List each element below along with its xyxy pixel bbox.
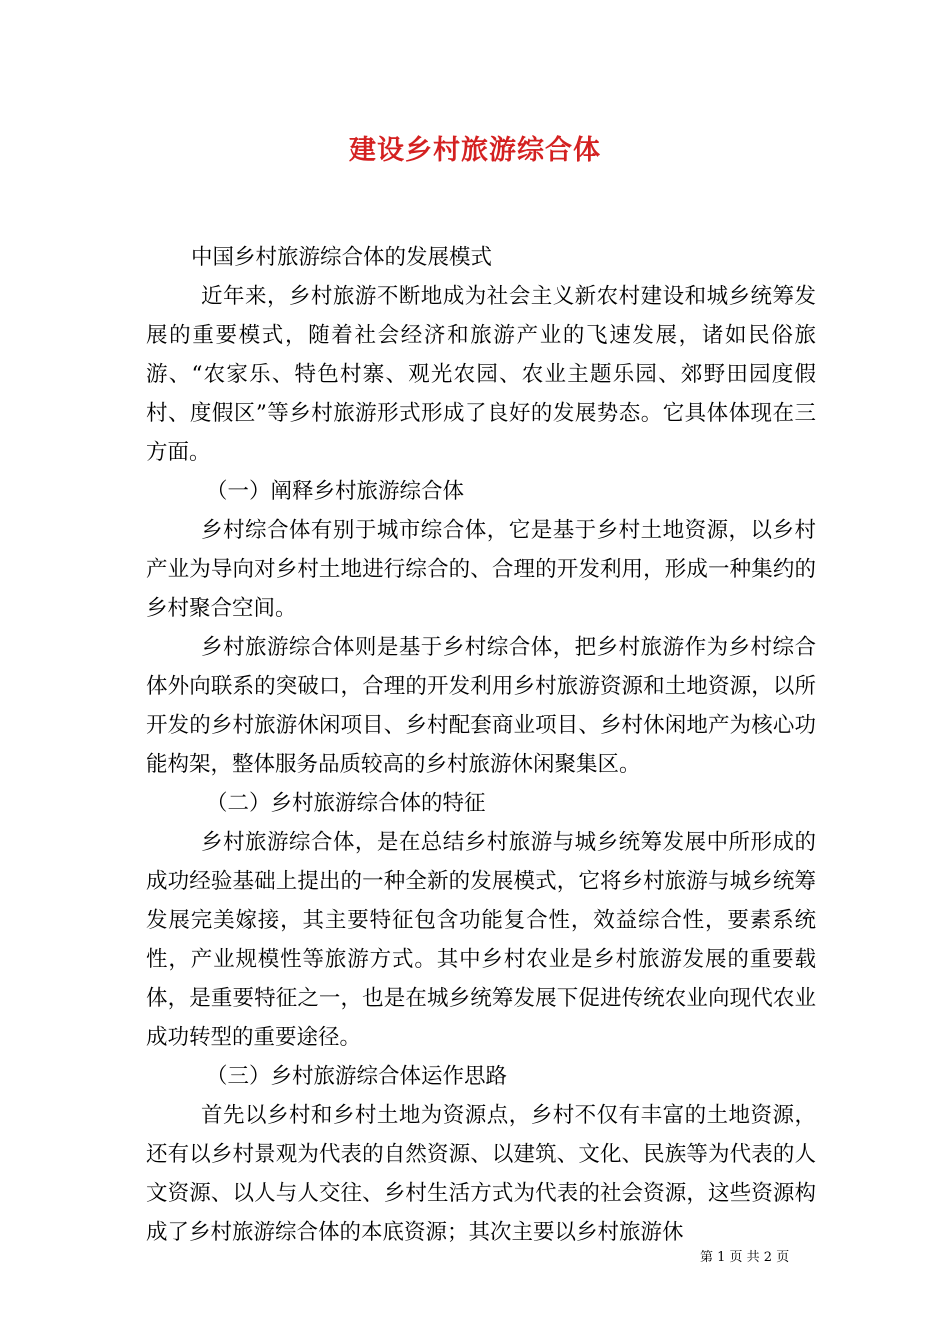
body-paragraph: 乡村综合体有别于城市综合体，它是基于乡村土地资源，以乡村产业为导向对乡村土地进行综合的、合理的开发利用，形成一种集约的乡村聚合空间。	[146, 518, 816, 621]
section-heading: （二）乡村旅游综合体的特征	[206, 791, 486, 816]
section-heading: （三）乡村旅游综合体运作思路	[206, 1064, 508, 1089]
section-heading: （一）阐释乡村旅游综合体	[206, 479, 465, 504]
document-title: 建设乡村旅游综合体	[349, 135, 601, 166]
body-paragraph: 乡村旅游综合体，是在总结乡村旅游与城乡统筹发展中所形成的成功经验基础上提出的一种全新的发展模式，它将乡村旅游与城乡统筹发展完美嫁接，其主要特征包含功能复合性，效益综合性，要素系统性，产业规模性等旅游方式。其中乡村农业是乡村旅游发展的重要载体，是重要特征之一，也是在城乡统筹发展下促进传统农业向现代农业成功转型的重要途径。	[146, 830, 816, 1050]
document-body	[146, 238, 816, 1252]
body-paragraph: 首先以乡村和乡村土地为资源点，乡村不仅有丰富的土地资源，还有以乡村景观为代表的自然资源、以建筑、文化、民族等为代表的人文资源、以人与人交往、乡村生活方式为代表的社会资源，这些资源构成了乡村旅游综合体的本底资源；其次主要以乡村旅游休	[146, 1103, 816, 1245]
body-paragraph: 近年来，乡村旅游不断地成为社会主义新农村建设和城乡统筹发展的重要模式，随着社会经济和旅游产业的飞速发展，诸如民俗旅游、“农家乐、特色村寨、观光农园、农业主题乐园、郊野田园度假村、度假区”等乡村旅游形式形成了良好的发展势态。它具体体现在三方面。	[146, 284, 816, 465]
page-number-footer: 第 1 页 共 2 页	[700, 1250, 790, 1265]
intro-line: 中国乡村旅游综合体的发展模式	[191, 245, 493, 270]
body-paragraph: 乡村旅游综合体则是基于乡村综合体，把乡村旅游作为乡村综合体外向联系的突破口，合理的开发利用乡村旅游资源和土地资源，以所开发的乡村旅游休闲项目、乡村配套商业项目、乡村休闲地产为核心功能构架，整体服务品质较高的乡村旅游休闲聚集区。	[146, 635, 816, 777]
